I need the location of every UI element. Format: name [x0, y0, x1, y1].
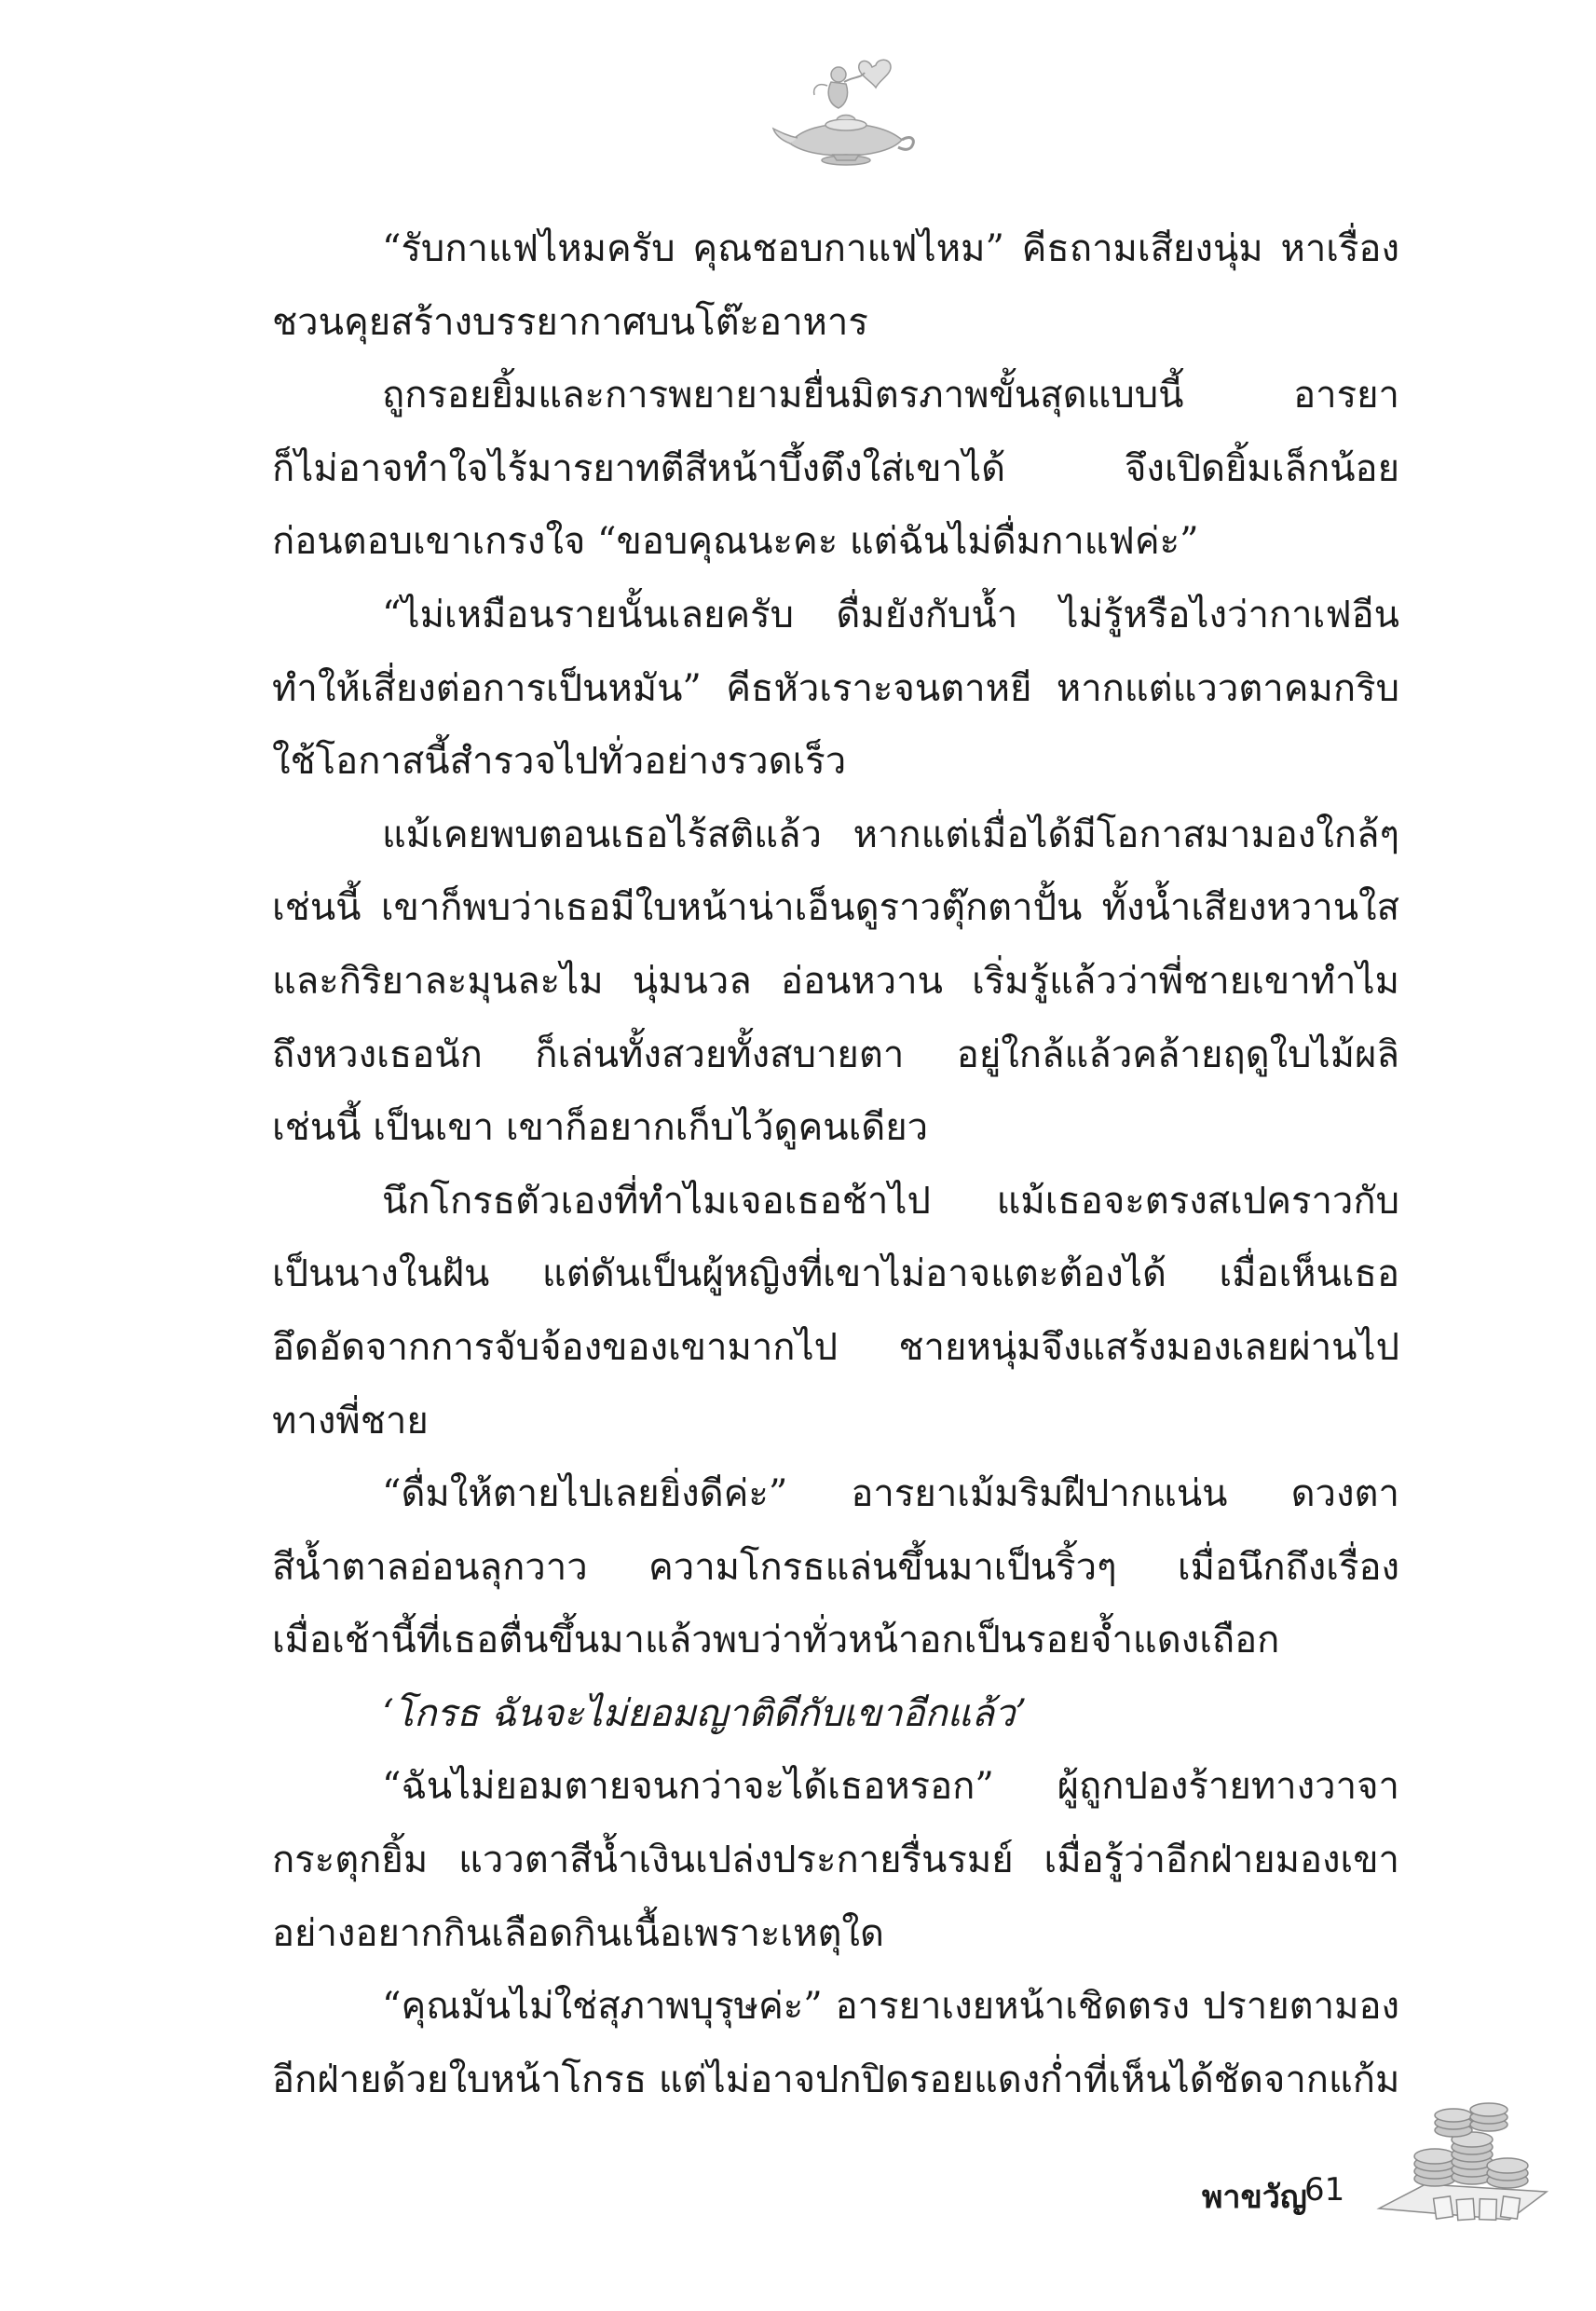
paragraph-line: เช่นนี้ เป็นเขา เขาก็อยากเก็บไว้ดูคนเดียว: [272, 1106, 929, 1150]
paragraph-line: ถึงหวงเธอนัก ก็เล่นทั้งสวยทั้งสบายตา อยู่ใกล้แล้วคล้ายฤดูใบไม้ผลิ: [272, 1032, 1399, 1076]
paragraph-line: “คุณมันไม่ใช่สุภาพบุรุษค่ะ” อารยาเงยหน้าเชิดตรง ปรายตามอง: [382, 1985, 1399, 2029]
paragraph-line: เช่นนี้ เขาก็พบว่าเธอมีใบหน้าน่าเอ็นดูราวตุ๊กตาปั้น ทั้งน้ำเสียงหวานใส: [272, 886, 1399, 930]
paragraph-line: ‘โกรธ ฉันจะไม่ยอมญาติดีกับเขาอีกแล้ว’: [382, 1691, 1028, 1735]
paragraph-line: ทางพี่ชาย: [272, 1399, 429, 1443]
paragraph-line: “รับกาแฟไหมครับ คุณชอบกาแฟไหม” คีธถามเสียงนุ่ม หาเรื่อง: [382, 227, 1399, 270]
poker-chips-and-cards-icon: [1370, 2087, 1556, 2227]
paragraph-line: ใช้โอกาสนี้สำรวจไปทั่วอย่างรวดเร็ว: [272, 740, 847, 784]
paragraph-line: เมื่อเช้านี้ที่เธอตื่นขึ้นมาแล้วพบว่าทั่วหน้าอกเป็นรอยจ้ำแดงเถือก: [272, 1619, 1280, 1662]
paragraph-line: อย่างอยากกินเลือดกินเนื้อเพราะเหตุใด: [272, 1911, 884, 1955]
paragraph-line: “ดื่มให้ตายไปเลยยิ่งดีค่ะ” อารยาเม้มริมฝีปากแน่น ดวงตา: [382, 1472, 1399, 1516]
paragraph-line: แม้เคยพบตอนเธอไร้สติแล้ว หากแต่เมื่อได้มีโอกาสมามองใกล้ๆ: [382, 813, 1399, 856]
paragraph-line: อีกฝ่ายด้วยใบหน้าโกรธ แต่ไม่อาจปกปิดรอยแดงก่ำที่เห็นได้ชัดจากแก้ม: [272, 2058, 1400, 2101]
running-footer-title: พาขวัญ: [1202, 2179, 1307, 2216]
paragraph-line: ทำให้เสี่ยงต่อการเป็นหมัน” คีธหัวเราะจนตาหยี หากแต่แววตาคมกริบ: [272, 666, 1399, 710]
paragraph-line: นึกโกรธตัวเองที่ทำไมเจอเธอช้าไป แม้เธอจะตรงสเปคราวกับ: [382, 1179, 1399, 1223]
paragraph-line: ก็ไม่อาจทำใจไร้มารยาทตีสีหน้าบึ้งตึงใส่เขาได้ จึงเปิดยิ้มเล็กน้อย: [272, 446, 1399, 490]
paragraph-line: ถูกรอยยิ้มและการพยายามยื่นมิตรภาพขั้นสุดแบบนี้ อารยา: [382, 374, 1399, 417]
paragraph-line: ชวนคุยสร้างบรรยากาศบนโต๊ะอาหาร: [272, 300, 868, 344]
paragraph-line: กระตุกยิ้ม แววตาสีน้ำเงินเปล่งประกายรื่นรมย์ เมื่อรู้ว่าอีกฝ่ายมองเขา: [272, 1839, 1399, 1882]
paragraph-line: “ไม่เหมือนรายนั้นเลยครับ ดื่มยังกับน้ำ ไม่รู้หรือไงว่ากาเฟอีน: [382, 593, 1399, 636]
paragraph-line: และกิริยาละมุนละไม นุ่มนวล อ่อนหวาน เริ่มรู้แล้วว่าพี่ชายเขาทำไม: [272, 959, 1399, 1003]
paragraph-line: ก่อนตอบเขาเกรงใจ “ขอบคุณนะคะ แต่ฉันไม่ดื่มกาแฟค่ะ”: [272, 520, 1199, 564]
body-text: [272, 212, 1399, 2116]
paragraph-line: สีน้ำตาลอ่อนลุกวาว ความโกรธแล่นขึ้นมาเป็นริ้วๆ เมื่อนึกถึงเรื่อง: [272, 1545, 1399, 1589]
paragraph-line: “ฉันไม่ยอมตายจนกว่าจะได้เธอหรอก” ผู้ถูกปองร้ายทางวาจา: [382, 1765, 1399, 1809]
paragraph-line: เป็นนางในฝัน แต่ดันเป็นผู้หญิงที่เขาไม่อาจแตะต้องได้ เมื่อเห็นเธอ: [272, 1252, 1399, 1296]
genie-lamp-with-cupid-icon: [771, 54, 921, 168]
page-number: 61: [1304, 2171, 1345, 2208]
paragraph-line: อึดอัดจากการจับจ้องของเขามากไป ชายหนุ่มจึงแสร้งมองเลยผ่านไป: [272, 1325, 1399, 1369]
